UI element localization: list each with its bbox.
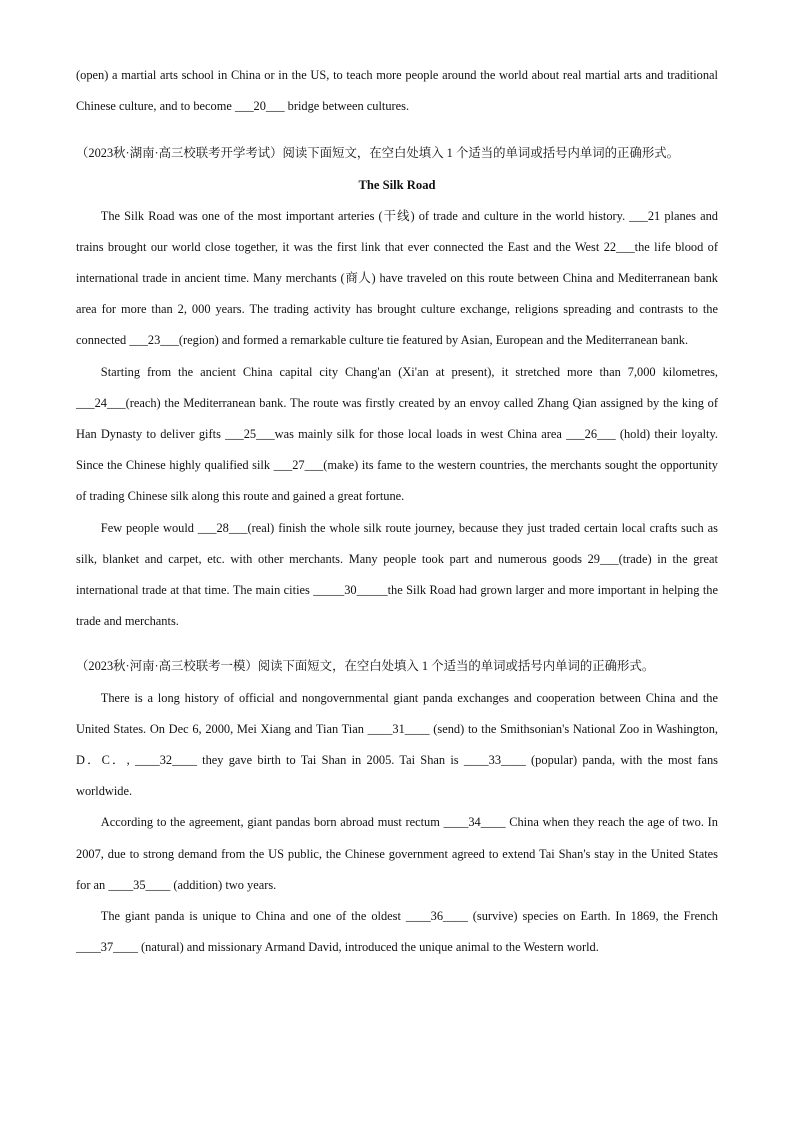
document-page xyxy=(76,60,718,963)
passage-title: The Silk Road xyxy=(358,177,436,192)
passage-paragraph: Starting from the ancient China capital city Chang'an (Xi'an at present), it stretched more than 7,000 kilometres, ___24___(reach) the Mediterranean bank. The route was firstly created by an envoy called Zhang Qian assigned by the king of Han Dynasty to deliver gifts ___25___was mainly silk for those local loads in west China area ___26___ (hold) their loyalty. Since the Chinese highly qualified silk ___27___(make) its fame to the western countries, the merchants sought the opportunity of trading Chinese silk along this route and gained a great fortune. xyxy=(76,364,718,504)
passage-paragraph: The Silk Road was one of the most important arteries (干线) of trade and culture in the world history. ___21 planes and trains brought our world close together, it was the first link that ever connected the East and the West 22___the life blood of international trade in ancient time. Many merchants (商人) have traveled on this route between China and Mediterranean bank area for more than 2, 000 years. The trading activity has brought culture exchange, religions spreading and contrasts to the connected ___23___(region) and formed a remarkable culture tie featured by Asian, European and the Mediterranean bank. xyxy=(76,208,718,348)
section-intro-hunan: （2023秋·湖南·高三校联考开学考试）阅读下面短文，在空白处填入 1 个适当的单词或括号内单词的正确形式。 xyxy=(76,146,680,161)
passage-paragraph: Few people would ___28___(real) finish the whole silk route journey, because they just traded certain local crafts such as silk, blanket and carpet, etc. with other merchants. Many people took part and numerous goods 29___(trade) in the great international trade at that time. The main cities _____30_____the Silk Road had grown larger and more important in helping the trade and merchants. xyxy=(76,520,718,629)
continued-paragraph: (open) a martial arts school in China or in the US, to teach more people around the world about real martial arts and traditional Chinese culture, and to become ___20___ bridge between cultures. xyxy=(76,68,718,114)
passage-paragraph: There is a long history of official and nongovernmental giant panda exchanges and cooperation between China and the United States. On Dec 6, 2000, Mei Xiang and Tian Tian ____31____ (send) to the Smithsonian's National Zoo in Washington, D．C．, ____32____ they gave birth to Tai Shan in 2005. Tai Shan is ____33____ (popular) panda, with the most fans worldwide. xyxy=(76,690,718,799)
passage-paragraph: The giant panda is unique to China and one of the oldest ____36____ (survive) species on Earth. In 1869, the French ____37____ (natural) and missionary Armand David, introduced the unique animal to the Western world. xyxy=(76,909,718,955)
passage-paragraph: According to the agreement, giant pandas born abroad must rectum ____34____ China when they reach the age of two. In 2007, due to strong demand from the US public, the Chinese government agreed to extend Tai Shan's stay in the United States for an ____35____ (addition) two years. xyxy=(76,815,718,892)
section-intro-henan: （2023秋·河南·高三校联考一模）阅读下面短文，在空白处填入 1 个适当的单词或括号内单词的正确形式。 xyxy=(76,659,655,674)
